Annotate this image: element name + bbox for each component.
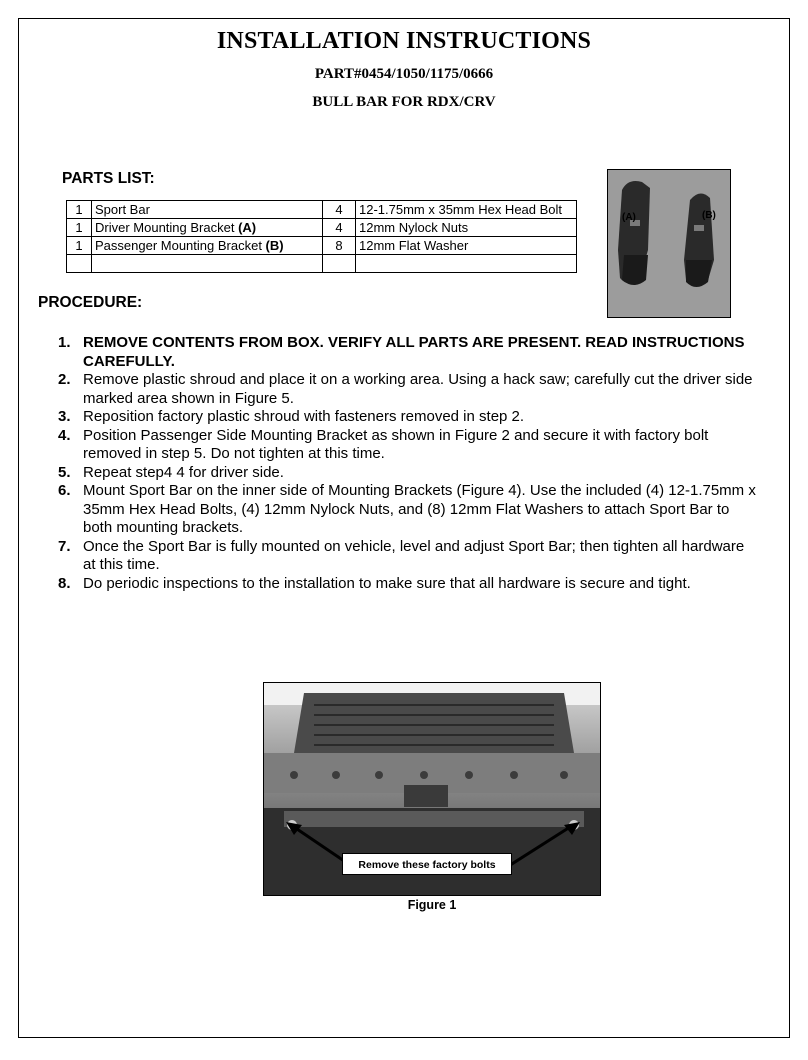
figure-1-caption: Figure 1 [407,898,457,912]
list-item: 1. REMOVE CONTENTS FROM BOX. VERIFY ALL PARTS ARE PRESENT. READ INSTRUCTIONS CAREFULLY. [58,334,745,370]
brackets-photo [607,169,731,318]
parts-list-heading: PARTS LIST: [62,170,155,187]
qty-cell: 1 [67,237,92,255]
list-item: 4. Position Passenger Side Mounting Bracket as shown in Figure 2 and secure it with factory bolt removed in step 5. Do not tighten at this time. [58,426,709,462]
brackets-illustration [608,170,731,318]
list-item: 2. Remove plastic shroud and place it on a working area. Using a hack saw; carefully cut the driver side marked area shown in Figure 5. [58,371,753,407]
factory-bolts-callout: Remove these factory bolts [342,853,512,875]
procedure-steps [58,334,758,593]
table-row [67,255,577,273]
parts-table [66,200,577,273]
figure-1-photo [263,682,601,896]
table-row [67,237,577,255]
list-item: 3. Reposition factory plastic shroud with fasteners removed in step 2. [58,408,525,425]
qty-cell: 1 [67,219,92,237]
desc-cell: 12mm Flat Washer [356,237,577,255]
table-row [67,219,577,237]
bracket-a-label: (A) [622,212,636,223]
list-item: 7. Once the Sport Bar is fully mounted on vehicle, level and adjust Sport Bar; then tighten all hardware at this time. [58,537,745,573]
desc-cell: Passenger Mounting Bracket (B) [92,237,323,255]
qty-cell: 4 [323,201,356,219]
page-title: INSTALLATION INSTRUCTIONS [216,28,592,54]
qty-cell [323,255,356,273]
desc-cell: 12-1.75mm x 35mm Hex Head Bolt [356,201,577,219]
procedure-heading: PROCEDURE: [38,294,143,311]
list-item: 5. Repeat step4 4 for driver side. [58,463,284,481]
desc-cell: Driver Mounting Bracket (A) [92,219,323,237]
desc-cell [92,255,323,273]
bracket-b-label: (B) [702,210,716,221]
part-number: PART#0454/1050/1175/0666 [314,66,494,82]
qty-cell [67,255,92,273]
product-name: BULL BAR FOR RDX/CRV [312,94,496,110]
table-row [67,201,577,219]
qty-cell: 4 [323,219,356,237]
qty-cell: 8 [323,237,356,255]
desc-cell: 12mm Nylock Nuts [356,219,577,237]
desc-cell: Sport Bar [92,201,323,219]
list-item: 6. Mount Sport Bar on the inner side of Mounting Brackets (Figure 4). Use the included (4) 12-1.75mm x 35mm Hex Head Bolts, (4) 12mm Nylock Nuts, and (8) 12mm Flat Washers to attach Sport Bar to both mounting brackets. [58,482,756,536]
qty-cell: 1 [67,201,92,219]
list-item: 8. Do periodic inspections to the installation to make sure that all hardware is secure and tight. [58,574,691,592]
desc-cell [356,255,577,273]
